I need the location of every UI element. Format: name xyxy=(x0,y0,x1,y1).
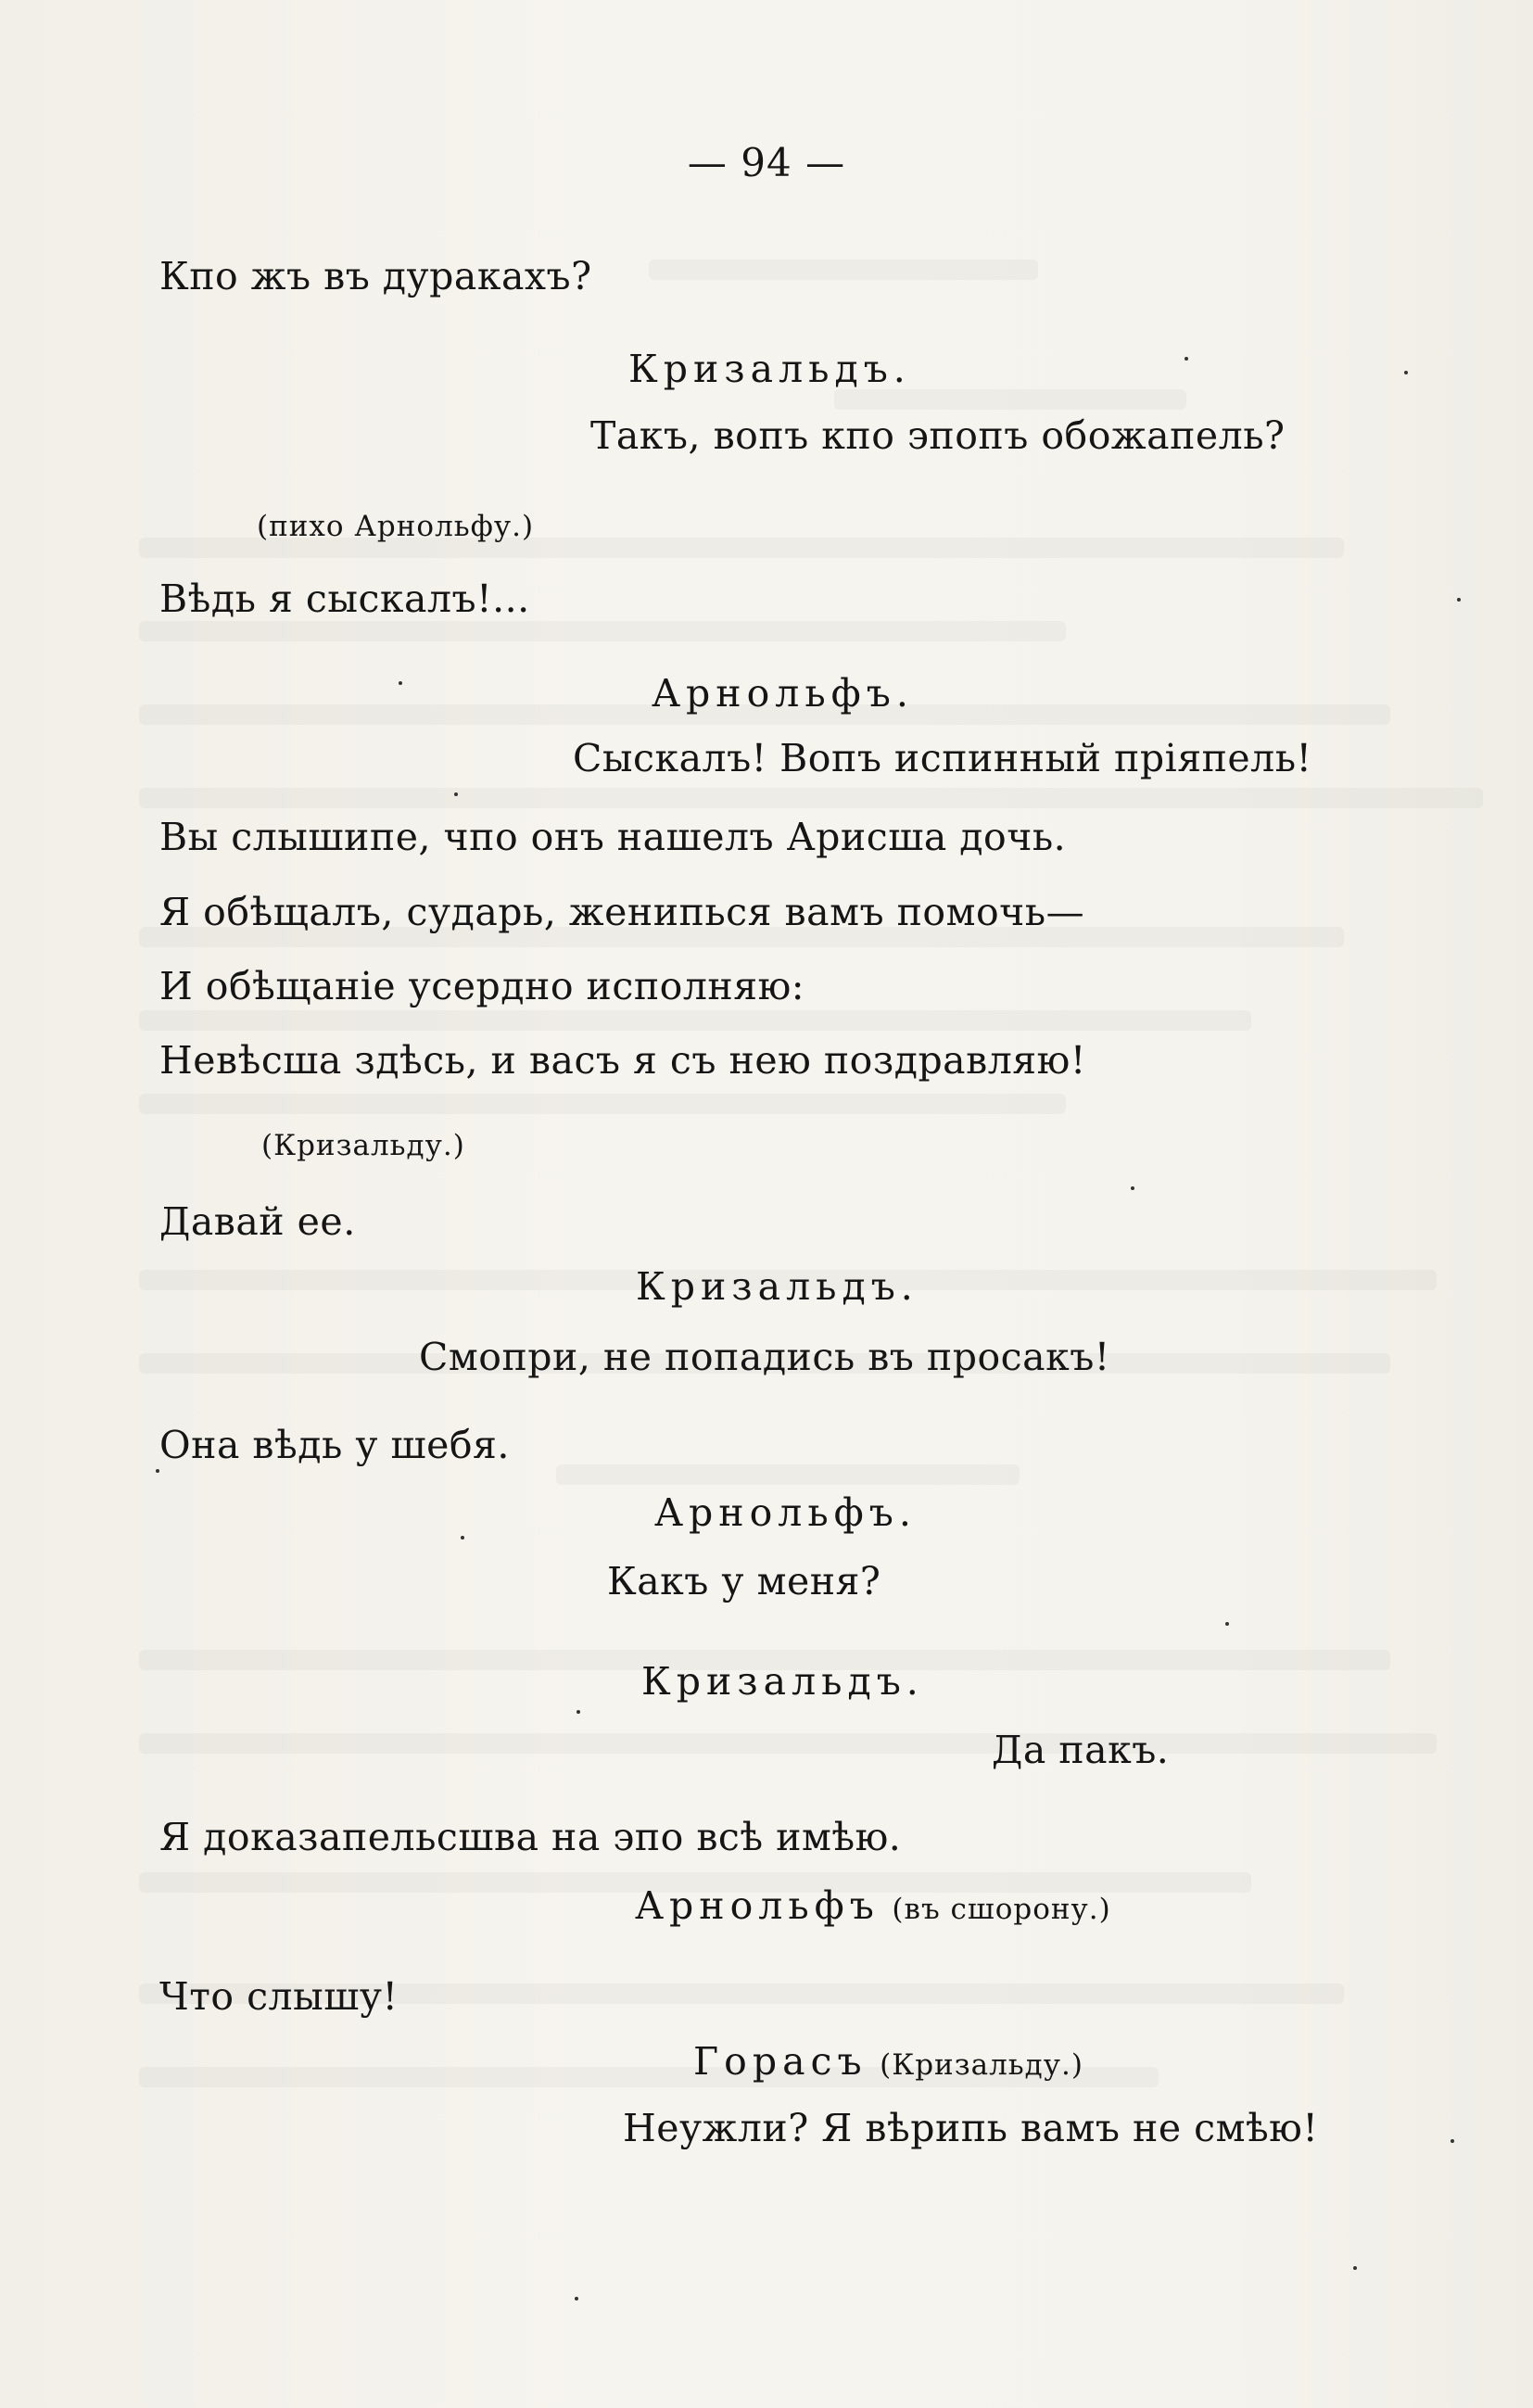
speck xyxy=(1185,357,1188,361)
speaker-name: Арнольфъ. xyxy=(654,1490,917,1535)
speck xyxy=(1131,1186,1134,1190)
speck xyxy=(399,681,402,685)
text-line: Смопри, не попадись въ просакъ! xyxy=(419,1335,1110,1379)
text-line: Кпо жъ въ дуракахъ? xyxy=(159,254,592,298)
speaker-name: Кризальдъ. xyxy=(641,1659,924,1704)
speck xyxy=(576,1710,580,1714)
speaker-name: Арнольфъ. xyxy=(652,671,914,716)
stage-direction: (пихо Арнольфу.) xyxy=(257,510,535,543)
speck xyxy=(461,1536,464,1540)
speaker-line xyxy=(635,1882,1111,1933)
text-line: Такъ, вопъ кпо эпопъ обожапель? xyxy=(590,413,1286,458)
speck xyxy=(1353,2266,1357,2270)
stage-direction: (Кризальду.) xyxy=(880,2048,1083,2082)
speaker-name: Горасъ xyxy=(693,2039,868,2084)
speck xyxy=(156,1469,159,1473)
text-line: Сыскалъ! Вопъ испинный пріяпель! xyxy=(573,736,1312,780)
text-line: Я обѣщалъ, сударь, женипься вамъ помочь— xyxy=(159,890,1085,934)
speck xyxy=(1404,371,1408,374)
speck xyxy=(575,2297,578,2300)
stage-direction: (Кризальду.) xyxy=(261,1129,465,1162)
text-line: Вы слышипе, чпо онъ нашелъ Арисша дочь. xyxy=(159,815,1067,859)
speaker-name: Кризальдъ. xyxy=(636,1264,919,1309)
stage-direction: (въ сшорону.) xyxy=(892,1893,1111,1926)
page-number: — 94 — xyxy=(687,140,846,185)
speck xyxy=(1225,1622,1229,1626)
text-line: Неужли? Я вѣрипь вамъ не смѣю! xyxy=(623,2106,1319,2150)
text-line: Я доказапельсшва на эпо всѣ имѣю. xyxy=(159,1815,902,1859)
speck xyxy=(454,792,458,796)
speaker-line xyxy=(693,2037,1083,2089)
text-line: Давай ее. xyxy=(159,1199,356,1244)
speck xyxy=(1457,598,1461,602)
text-line: Что слышу! xyxy=(159,1974,399,2019)
speck xyxy=(1451,2139,1454,2143)
text-line: И обѣщаніе усердно исполняю: xyxy=(159,964,805,1008)
text-line: Она вѣдь у шебя. xyxy=(159,1423,510,1467)
speaker-name: Кризальдъ. xyxy=(628,347,911,391)
text-line: Вѣдь я сыскалъ!... xyxy=(159,577,530,621)
text-line: Невѣсша здѣсь, и васъ я съ нею поздравляю! xyxy=(159,1038,1086,1083)
text-line: Да пакъ. xyxy=(992,1728,1170,1772)
text-line: Какъ у меня? xyxy=(607,1559,881,1603)
speaker-name: Арнольфъ xyxy=(635,1883,880,1928)
